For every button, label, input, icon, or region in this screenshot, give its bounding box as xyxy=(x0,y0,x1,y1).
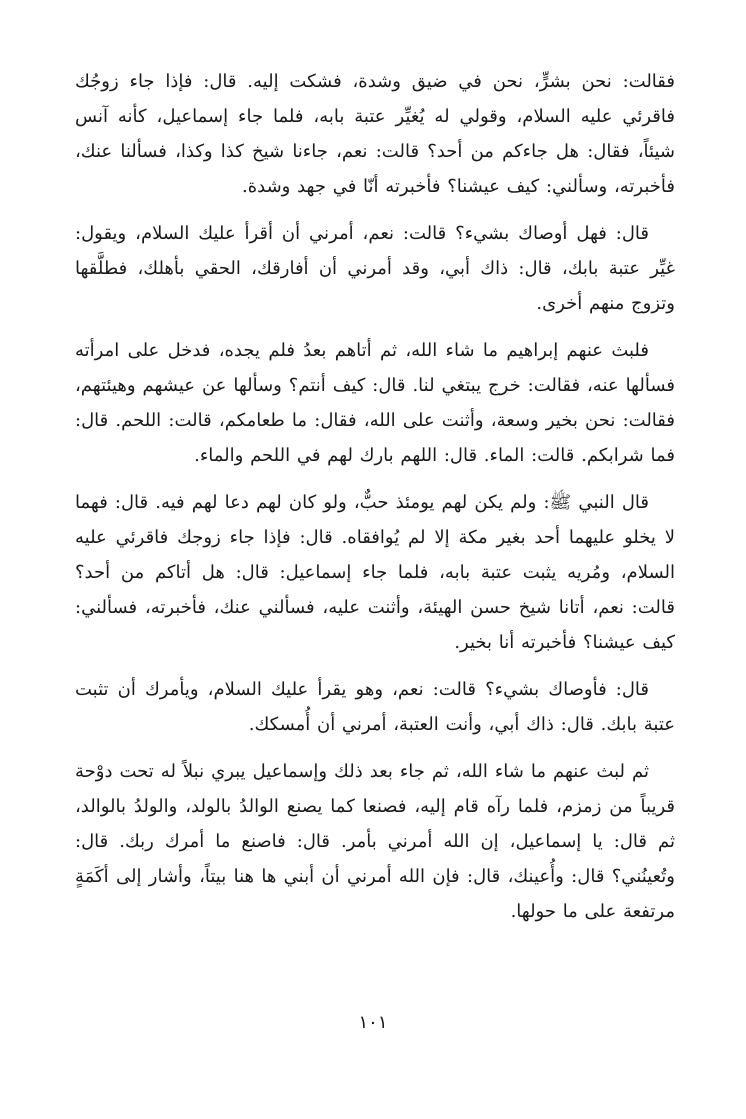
paragraph-4: قال النبي ﷺ: ولم يكن لهم يومئذ حبٌّ، ولو كان لهم دعا لهم فيه. قال: فهما لا يخلو عليهما أحد بغير مكة إلا لم يُوافقاه. قال: فإذا جاء زوجك فاقرئي عليه السلام، ومُريه يثبت عتبة بابه، فلما جاء إسماعيل: قال: هل أتاكم من أحد؟ قالت: نعم، أتانا شيخ حسن الهيئة، وأثنت عليه، فسألني عنك، فأخبرته، فسألني: كيف عيشنا؟ فأخبرته أنا بخير. xyxy=(75,492,675,653)
paragraph-5: قال: فأوصاك بشيء؟ قالت: نعم، وهو يقرأ عليك السلام، ويأمرك أن تثبت عتبة بابك. قال: ذاك أبي، وأنت العتبة، أمرني أن أُمسكك. xyxy=(75,679,675,735)
paragraph-3: فلبث عنهم إبراهيم ما شاء الله، ثم أتاهم بعدُ فلم يجده، فدخل على امرأته فسألها عنه، فقالت: خرج يبتغي لنا. قال: كيف أنتم؟ وسألها عن عيشهم وهيئتهم، فقالت: نحن بخير وسعة، وأثنت على الله، فقال: ما طعامكم، قالت: اللحم. قال: فما شرابكم. قالت: الماء. قال: اللهم بارك لهم في اللحم والماء. xyxy=(75,340,675,466)
paragraph-1: فقالت: نحن بشرٍّ، نحن في ضيق وشدة، فشكت إليه. قال: فإذا جاء زوجُك فاقرئي عليه السلام، وقولي له يُغيِّر عتبة بابه، فلما جاء إسماعيل، كأنه آنس شيئاً، فقال: هل جاءكم من أحد؟ قالت: نعم، جاءنا شيخ كذا وكذا، فسألنا عنك، فأخبرته، وسألني: كيف عيشنا؟ فأخبرته أنّا في جهد وشدة. xyxy=(75,71,675,197)
page-number: ١٠١ xyxy=(358,1012,388,1033)
book-page xyxy=(75,64,675,1094)
paragraph-2: قال: فهل أوصاك بشيء؟ قالت: نعم، أمرني أن أقرأ عليك السلام، ويقول: غيِّر عتبة بابك، قال: ذاك أبي، وقد أمرني أن أفارقك، الحقي بأهلك، فطلَّقها وتزوج منهم أخرى. xyxy=(75,223,675,314)
paragraph-6: ثم لبث عنهم ما شاء الله، ثم جاء بعد ذلك وإسماعيل يبري نبلاً له تحت دوْحة قريباً من زمزم، فلما رآه قام إليه، فصنعا كما يصنع الوالدُ بالولد، والولدُ بالوالد، ثم قال: يا إسماعيل، إن الله أمرني بأمر. قال: فاصنع ما أمرك ربك. قال: وتُعينُني؟ قال: وأُعينك، قال: فإن الله أمرني أن أبني ها هنا بيتاً، وأشار إلى أكَمَةٍ مرتفعة على ما حولها. xyxy=(75,761,675,922)
